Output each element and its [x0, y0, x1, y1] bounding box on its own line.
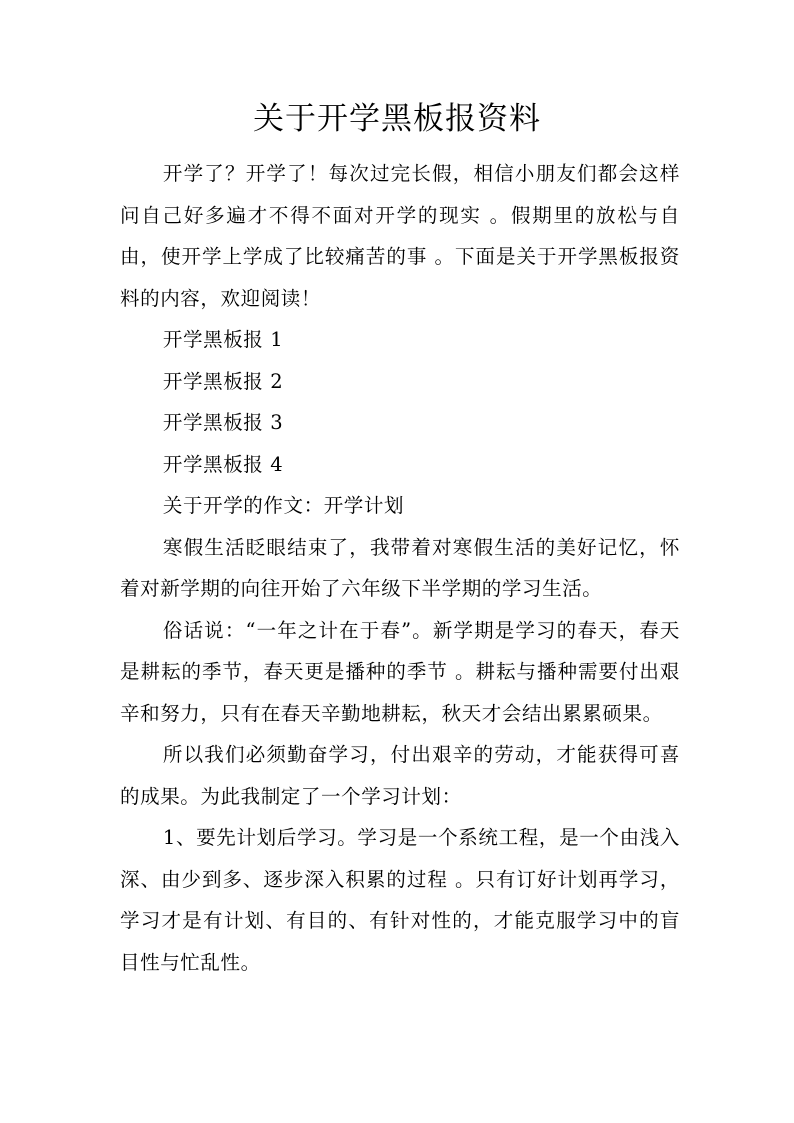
document-body [120, 153, 680, 983]
blackboard-item-2: 开学黑板报 2 [162, 369, 284, 393]
blackboard-item-1: 开学黑板报 1 [162, 328, 284, 351]
document-title: 关于开学黑板报资料 [253, 101, 541, 137]
essay-paragraph: 俗话说：“一年之计在于春”。新学期是学习的春天，春天是耕耘的季节，春天更是播种的季节 。耕耘与播种需要付出艰辛和努力，只有在春天辛勤地耕耘，秋天才会结出累累硕果。 [120, 618, 680, 725]
intro-paragraph: 开学了？开学了！每次过完长假，相信小朋友们都会这样问自己好多遍才不得不面对开学的现实 。假期里的放松与自由，使开学上学成了比较痛苦的事 。下面是关于开学黑板报资料的内容，欢迎阅读！ [120, 162, 680, 310]
essay-paragraph: 寒假生活眨眼结束了，我带着对寒假生活的美好记忆，怀着对新学期的向往开始了六年级下半学期的学习生活。 [120, 535, 680, 600]
blackboard-item-4: 开学黑板报 4 [162, 452, 284, 476]
essay-paragraph: 所以我们必须勤奋学习，付出艰辛的劳动，才能获得可喜的成果。为此我制定了一个学习计划： [120, 743, 680, 808]
blackboard-item-3: 开学黑板报 3 [162, 411, 284, 434]
essay-paragraph: 1、要先计划后学习。学习是一个系统工程，是一个由浅入深、由少到多、逐步深入积累的过程 。只有订好计划再学习，学习才是有计划、有目的、有针对性的，才能克服学习中的盲目性与忙乱性。 [120, 826, 680, 974]
essay-heading: 关于开学的作文：开学计划 [162, 494, 405, 517]
